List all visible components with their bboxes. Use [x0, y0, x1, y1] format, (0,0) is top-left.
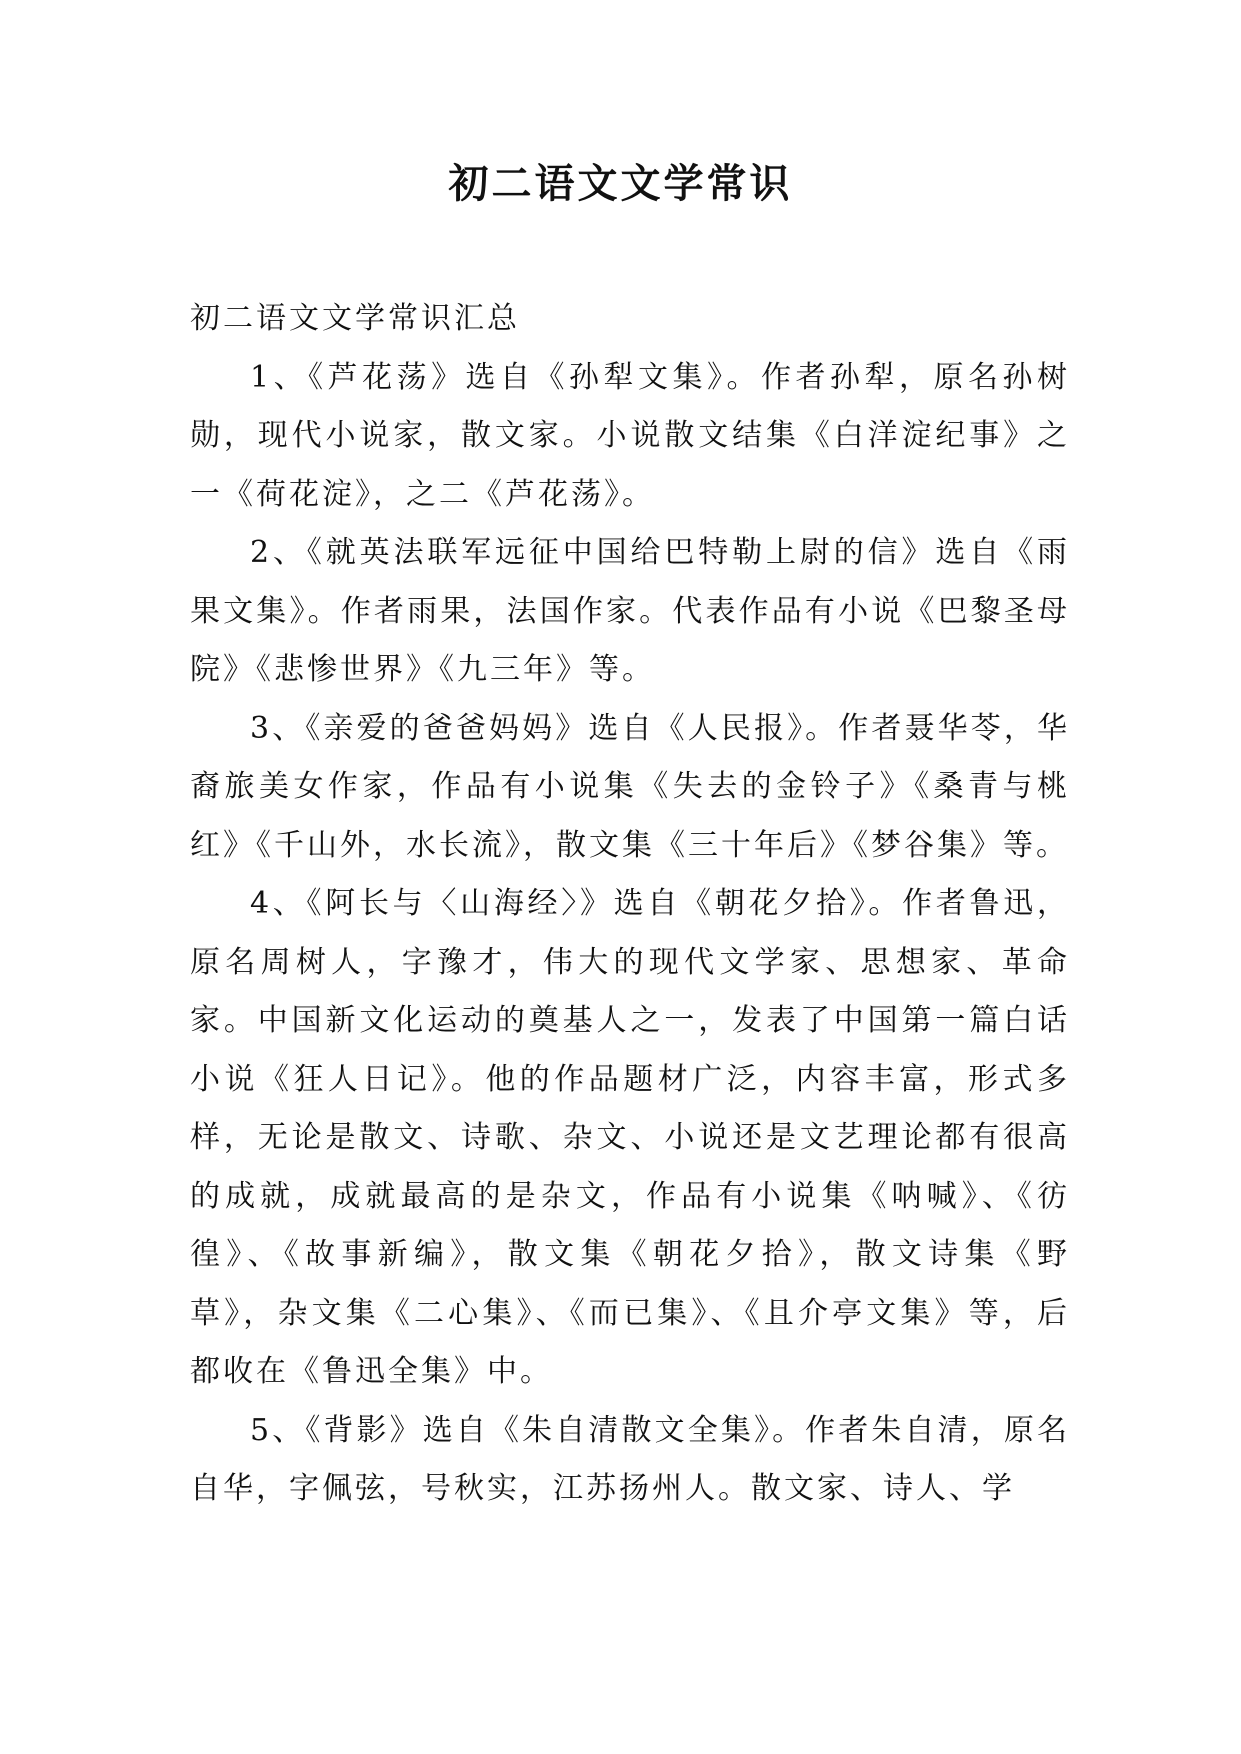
document-body — [190, 290, 1070, 1519]
paragraph-4: 4、《阿长与〈山海经〉》选自《朝花夕拾》。作者鲁迅，原名周树人，字豫才，伟大的现代文学家、思想家、革命家。中国新文化运动的奠基人之一，发表了中国第一篇白话小说《狂人日记》。他的作品题材广泛，内容丰富，形式多样，无论是散文、诗歌、杂文、小说还是文艺理论都有很高的成就，成就最高的是杂文，作品有小说集《呐喊》、《彷徨》、《故事新编》，散文集《朝花夕拾》，散文诗集《野草》，杂文集《二心集》、《而已集》、《且介亭文集》等，后都收在《鲁迅全集》中。 — [190, 886, 1070, 1389]
paragraph-3: 3、《亲爱的爸爸妈妈》选自《人民报》。作者聂华苓，华裔旅美女作家，作品有小说集《失去的金铃子》《桑青与桃红》《千山外，水长流》，散文集《三十年后》《梦谷集》等。 — [190, 710, 1070, 863]
paragraph-1: 1、《芦花荡》选自《孙犁文集》。作者孙犁，原名孙树勋，现代小说家，散文家。小说散文结集《白洋淀纪事》之一《荷花淀》，之二《芦花荡》。 — [190, 359, 1070, 512]
paragraph-2: 2、《就英法联军远征中国给巴特勒上尉的信》选自《雨果文集》。作者雨果，法国作家。代表作品有小说《巴黎圣母院》《悲惨世界》《九三年》等。 — [190, 535, 1070, 687]
paragraph-5: 5、《背影》选自《朱自清散文全集》。作者朱自清，原名自华，字佩弦，号秋实，江苏扬州人。散文家、诗人、学 — [190, 1412, 1070, 1506]
page-title: 初二语文文学常识 — [448, 160, 793, 207]
section-heading: 初二语文文学常识汇总 — [190, 301, 520, 336]
